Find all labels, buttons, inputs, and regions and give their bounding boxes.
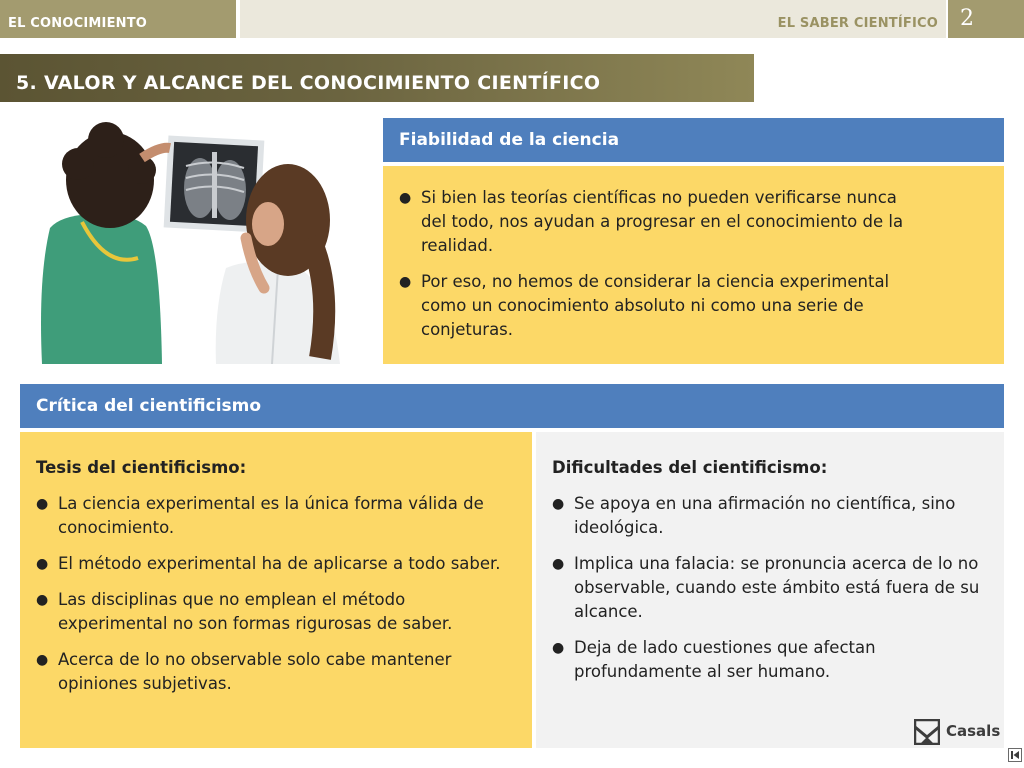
list-item: ● Se apoya en una afirmación no científica, sino ideológica. (552, 492, 992, 540)
list-item: ● Por eso, no hemos de considerar la ciencia experimental como un conocimiento absoluto ni como una serie de conjeturas. (399, 270, 919, 342)
critica-heading: Crítica del cientificismo (36, 396, 262, 416)
fiabilidad-panel (383, 166, 1004, 364)
casals-logo-icon (914, 719, 940, 745)
top-header (0, 0, 1024, 38)
list-item: ● Las disciplinas que no emplean el método experimental no son formas rigurosas de saber. (36, 588, 516, 636)
dificultades-list (552, 492, 992, 696)
list-item: ● El método experimental ha de aplicarse a todo saber. (36, 552, 516, 576)
unit-label: EL SABER CIENTÍFICO (777, 16, 938, 31)
list-item: ● Acerca de lo no observable solo cabe mantener opiniones subjetivas. (36, 648, 516, 696)
previous-page-icon[interactable] (1008, 748, 1022, 762)
page-number-box (948, 0, 1024, 38)
casals-logo (914, 718, 1004, 746)
chapter-label: EL CONOCIMIENTO (8, 16, 148, 31)
dificultades-title: Dificultades del cientificismo: (552, 458, 828, 477)
unit-bar (240, 0, 946, 38)
list-item: ● La ciencia experimental es la única forma válida de conocimiento. (36, 492, 516, 540)
fiabilidad-heading: Fiabilidad de la ciencia (399, 130, 620, 150)
fiabilidad-list (399, 186, 919, 354)
critica-heading-bar (20, 384, 1004, 428)
section-title-bar (0, 54, 754, 102)
tesis-panel (20, 432, 532, 748)
list-item: ● Si bien las teorías científicas no pueden verificarse nunca del todo, nos ayudan a progresar en el conocimiento de la realidad. (399, 186, 919, 258)
fiabilidad-heading-bar (383, 118, 1004, 162)
tesis-title: Tesis del cientificismo: (36, 458, 247, 477)
logo-text: Casals (946, 722, 1001, 740)
chapter-tab[interactable] (0, 0, 236, 38)
list-item: ● Implica una falacia: se pronuncia acerca de lo no observable, cuando este ámbito está fuera de su alcance. (552, 552, 992, 624)
doctors-xray-illustration (20, 118, 360, 364)
section-title: 5. VALOR Y ALCANCE DEL CONOCIMIENTO CIENTÍFICO (16, 72, 601, 94)
page-number: 2 (960, 6, 974, 31)
list-item: ● Deja de lado cuestiones que afectan profundamente al ser humano. (552, 636, 992, 684)
tesis-list (36, 492, 516, 708)
doctors-xray-photo (20, 118, 360, 364)
dificultades-panel (536, 432, 1004, 748)
